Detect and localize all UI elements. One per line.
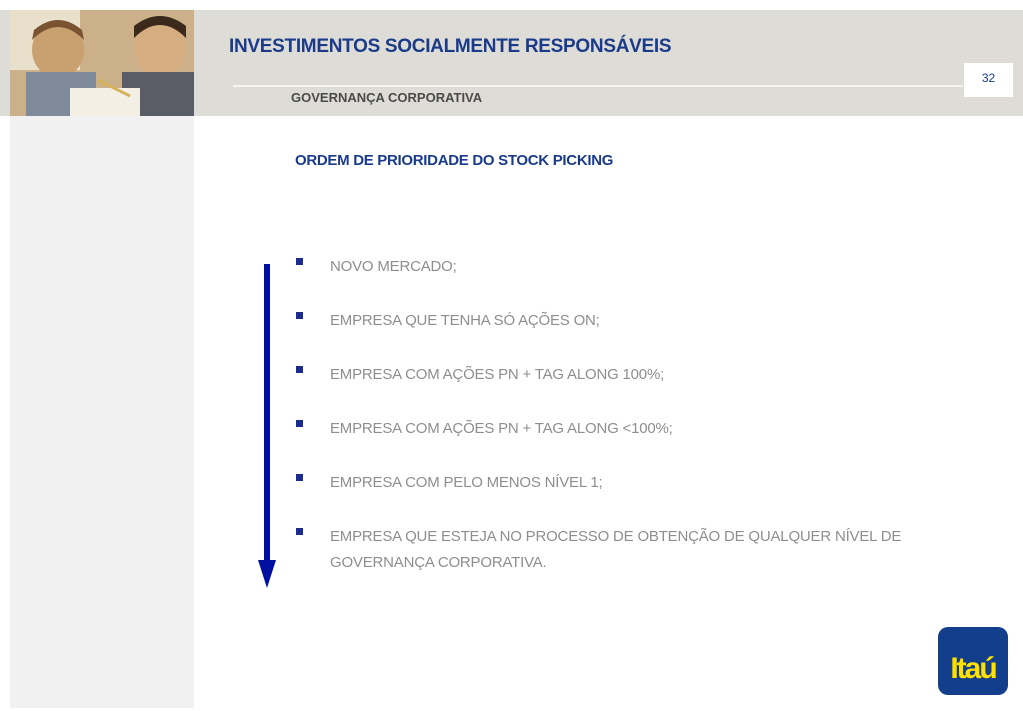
slide-subtitle: GOVERNANÇA CORPORATIVA <box>291 90 483 105</box>
list-item <box>296 470 946 496</box>
list-item-text: EMPRESA COM PELO MENOS NÍVEL 1; <box>330 474 603 491</box>
header-photo <box>10 10 194 116</box>
list-item <box>296 362 946 388</box>
page-number: 32 <box>964 63 1013 97</box>
square-bullet-icon <box>296 474 303 481</box>
top-strip <box>0 0 1023 10</box>
left-sidebar-panel <box>10 116 194 708</box>
square-bullet-icon <box>296 528 303 535</box>
logo-text: Itaú <box>950 652 996 685</box>
list-item <box>296 308 946 334</box>
list-item-text: EMPRESA COM AÇÕES PN + TAG ALONG <100%; <box>330 420 673 437</box>
list-item-text: EMPRESA COM AÇÕES PN + TAG ALONG 100%; <box>330 366 665 383</box>
slide-title: INVESTIMENTOS SOCIALMENTE RESPONSÁVEIS <box>229 36 672 57</box>
itau-logo <box>938 627 1008 695</box>
list-item <box>296 416 946 442</box>
header-divider <box>233 85 963 87</box>
square-bullet-icon <box>296 366 303 373</box>
priority-list <box>296 254 946 576</box>
square-bullet-icon <box>296 312 303 319</box>
children-studying-image <box>10 10 194 116</box>
square-bullet-icon <box>296 420 303 427</box>
square-bullet-icon <box>296 258 303 265</box>
list-item-text: NOVO MERCADO; <box>330 258 457 275</box>
section-heading: ORDEM DE PRIORIDADE DO STOCK PICKING <box>295 152 614 169</box>
list-item <box>296 524 946 576</box>
list-item-text: EMPRESA QUE TENHA SÓ AÇÕES ON; <box>330 312 600 329</box>
list-item-text: EMPRESA QUE ESTEJA NO PROCESSO DE OBTENÇÃO DE QUALQUER NÍVEL DE GOVERNANÇA CORPORATIVA. <box>330 528 902 571</box>
list-item <box>296 254 946 280</box>
priority-down-arrow-icon <box>256 264 278 590</box>
